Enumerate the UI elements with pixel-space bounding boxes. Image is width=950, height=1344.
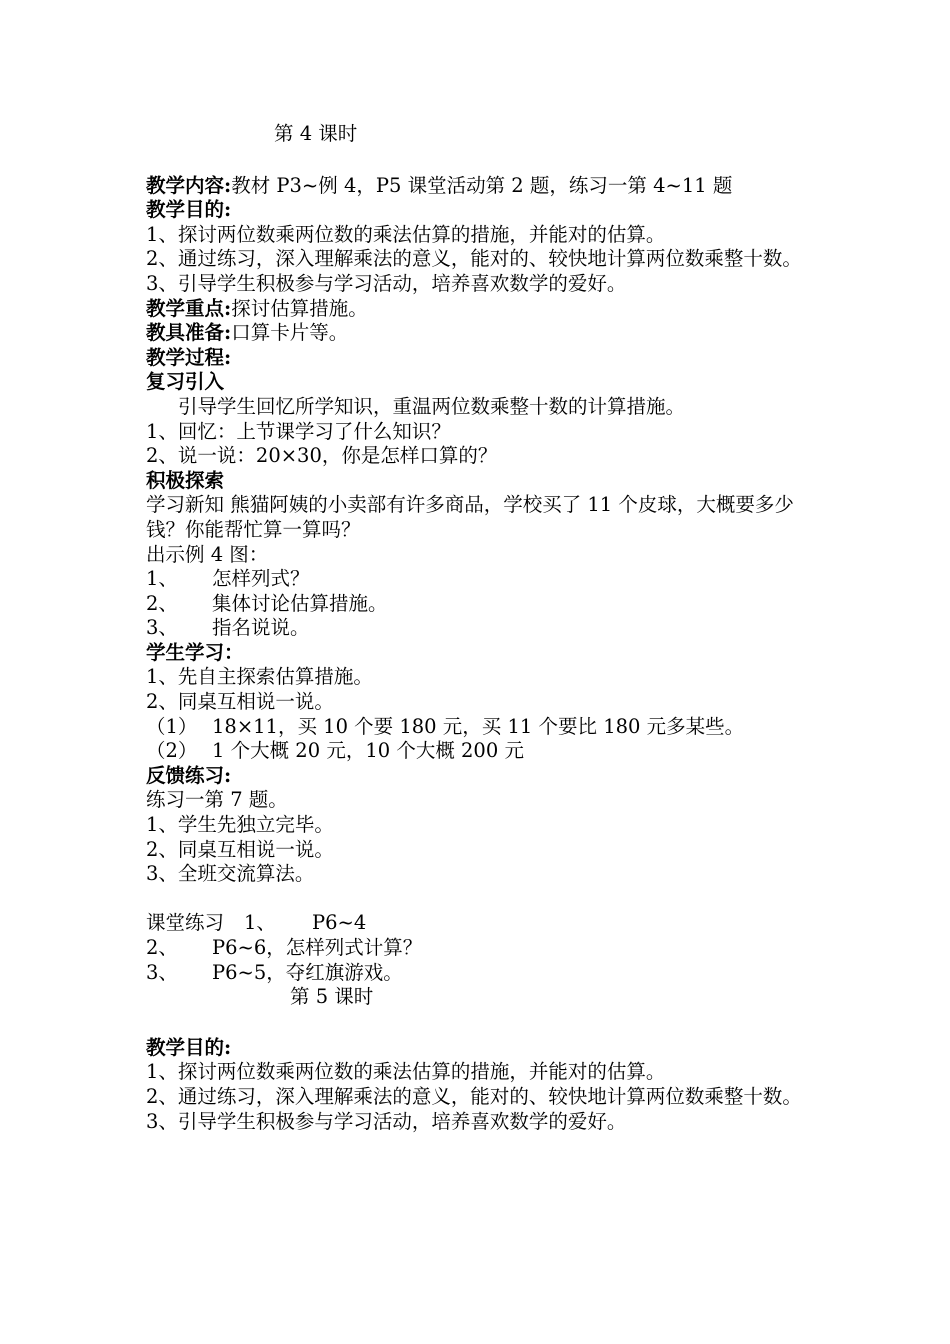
exercise-text: P6~4 xyxy=(312,911,367,935)
teaching-goal-item: 1、探讨两位数乘两位数的乘法估算的措施，并能对的估算。 xyxy=(146,1060,666,1084)
lesson-4-title: 第 4 课时 xyxy=(274,122,358,145)
teaching-goal-item: 2、通过练习，深入理解乘法的意义，能对的、较快地计算两位数乘整十数。 xyxy=(146,247,802,271)
teaching-process-label: 教学过程: xyxy=(146,345,232,369)
blank-line xyxy=(146,887,816,912)
example-step-text: 集体讨论估算措施。 xyxy=(212,591,388,615)
feedback-item: 1、学生先独立完毕。 xyxy=(146,813,334,837)
example-step-text: 指名说说。 xyxy=(212,616,310,640)
class-exercise xyxy=(146,911,816,936)
teaching-tools xyxy=(146,321,816,346)
feedback-label: 反馈练习: xyxy=(146,763,232,787)
example-step xyxy=(146,616,816,641)
teaching-focus-text: 探讨估算措施。 xyxy=(231,296,368,320)
class-exercise-label: 课堂练习 xyxy=(146,911,225,935)
lesson-5-title: 第 5 课时 xyxy=(290,985,374,1009)
exercise-text: P6~5，夺红旗游戏。 xyxy=(212,960,403,984)
student-study-subitem xyxy=(146,739,816,764)
subitem-text: 18×11，买 10 个要 180 元，买 11 个要比 180 元多某些。 xyxy=(212,714,745,738)
subitem-number: （2） xyxy=(146,739,198,763)
review-item: 1、回忆：上节课学习了什么知识？ xyxy=(146,419,451,443)
explore-text: 学习新知 熊猫阿姨的小卖部有许多商品，学校买了 11 个皮球，大概要多少钱？你能帮忙算一算吗？ xyxy=(146,493,794,541)
feedback-item: 2、同桌互相说一说。 xyxy=(146,837,334,861)
student-study-item: 1、先自主探索估算措施。 xyxy=(146,665,373,689)
teaching-goal-label: 教学目的: xyxy=(146,198,232,222)
example-step xyxy=(146,592,816,617)
exercise-text: P6~6，怎样列式计算？ xyxy=(212,936,423,959)
example-step-number: 2、 xyxy=(146,591,178,615)
student-study-item: 2、同桌互相说一说。 xyxy=(146,690,334,714)
teaching-goal-item: 3、引导学生积极参与学习活动，培养喜欢数学的爱好。 xyxy=(146,271,627,295)
review-intro: 引导学生回忆所学知识，重温两位数乘整十数的计算措施。 xyxy=(178,394,686,418)
teaching-focus-label: 教学重点: xyxy=(146,296,232,320)
class-exercise xyxy=(146,936,816,961)
example-step xyxy=(146,567,816,592)
example-step-number: 1、 xyxy=(146,567,178,591)
exercise-number: 1、 xyxy=(244,911,276,935)
feedback-item: 3、全班交流算法。 xyxy=(146,862,315,886)
review-item: 2、说一说：20×30，你是怎样口算的？ xyxy=(146,444,498,468)
explore-section-label: 积极探索 xyxy=(146,468,225,492)
teaching-focus xyxy=(146,297,816,322)
teaching-tools-label: 教具准备: xyxy=(146,321,232,345)
teaching-goal-item: 1、探讨两位数乘两位数的乘法估算的措施，并能对的估算。 xyxy=(146,222,666,246)
teaching-content xyxy=(146,174,816,199)
feedback-item: 练习一第 7 题。 xyxy=(146,788,288,812)
review-section-label: 复习引入 xyxy=(146,370,225,394)
teaching-goal-label: 教学目的: xyxy=(146,1035,232,1059)
example-intro: 出示例 4 图： xyxy=(146,542,269,566)
teaching-content-text: 教材 P3~例 4，P5 课堂活动第 2 题，练习一第 4~11 题 xyxy=(231,173,733,197)
document-page xyxy=(146,122,816,1134)
exercise-number: 3、 xyxy=(146,960,178,984)
teaching-content-label: 教学内容: xyxy=(146,173,232,197)
example-step-text: 怎样列式？ xyxy=(212,567,310,591)
teaching-goal-item: 2、通过练习，深入理解乘法的意义，能对的、较快地计算两位数乘整十数。 xyxy=(146,1084,802,1108)
exercise-number: 2、 xyxy=(146,936,178,959)
teaching-tools-text: 口算卡片等。 xyxy=(231,321,349,345)
subitem-text: 1 个大概 20 元，10 个大概 200 元 xyxy=(212,739,524,763)
student-study-label: 学生学习： xyxy=(146,640,244,664)
example-step-number: 3、 xyxy=(146,616,178,640)
student-study-subitem xyxy=(146,715,816,740)
teaching-goal-item: 3、引导学生积极参与学习活动，培养喜欢数学的爱好。 xyxy=(146,1109,627,1133)
class-exercise xyxy=(146,961,816,986)
subitem-number: （1） xyxy=(146,714,198,738)
